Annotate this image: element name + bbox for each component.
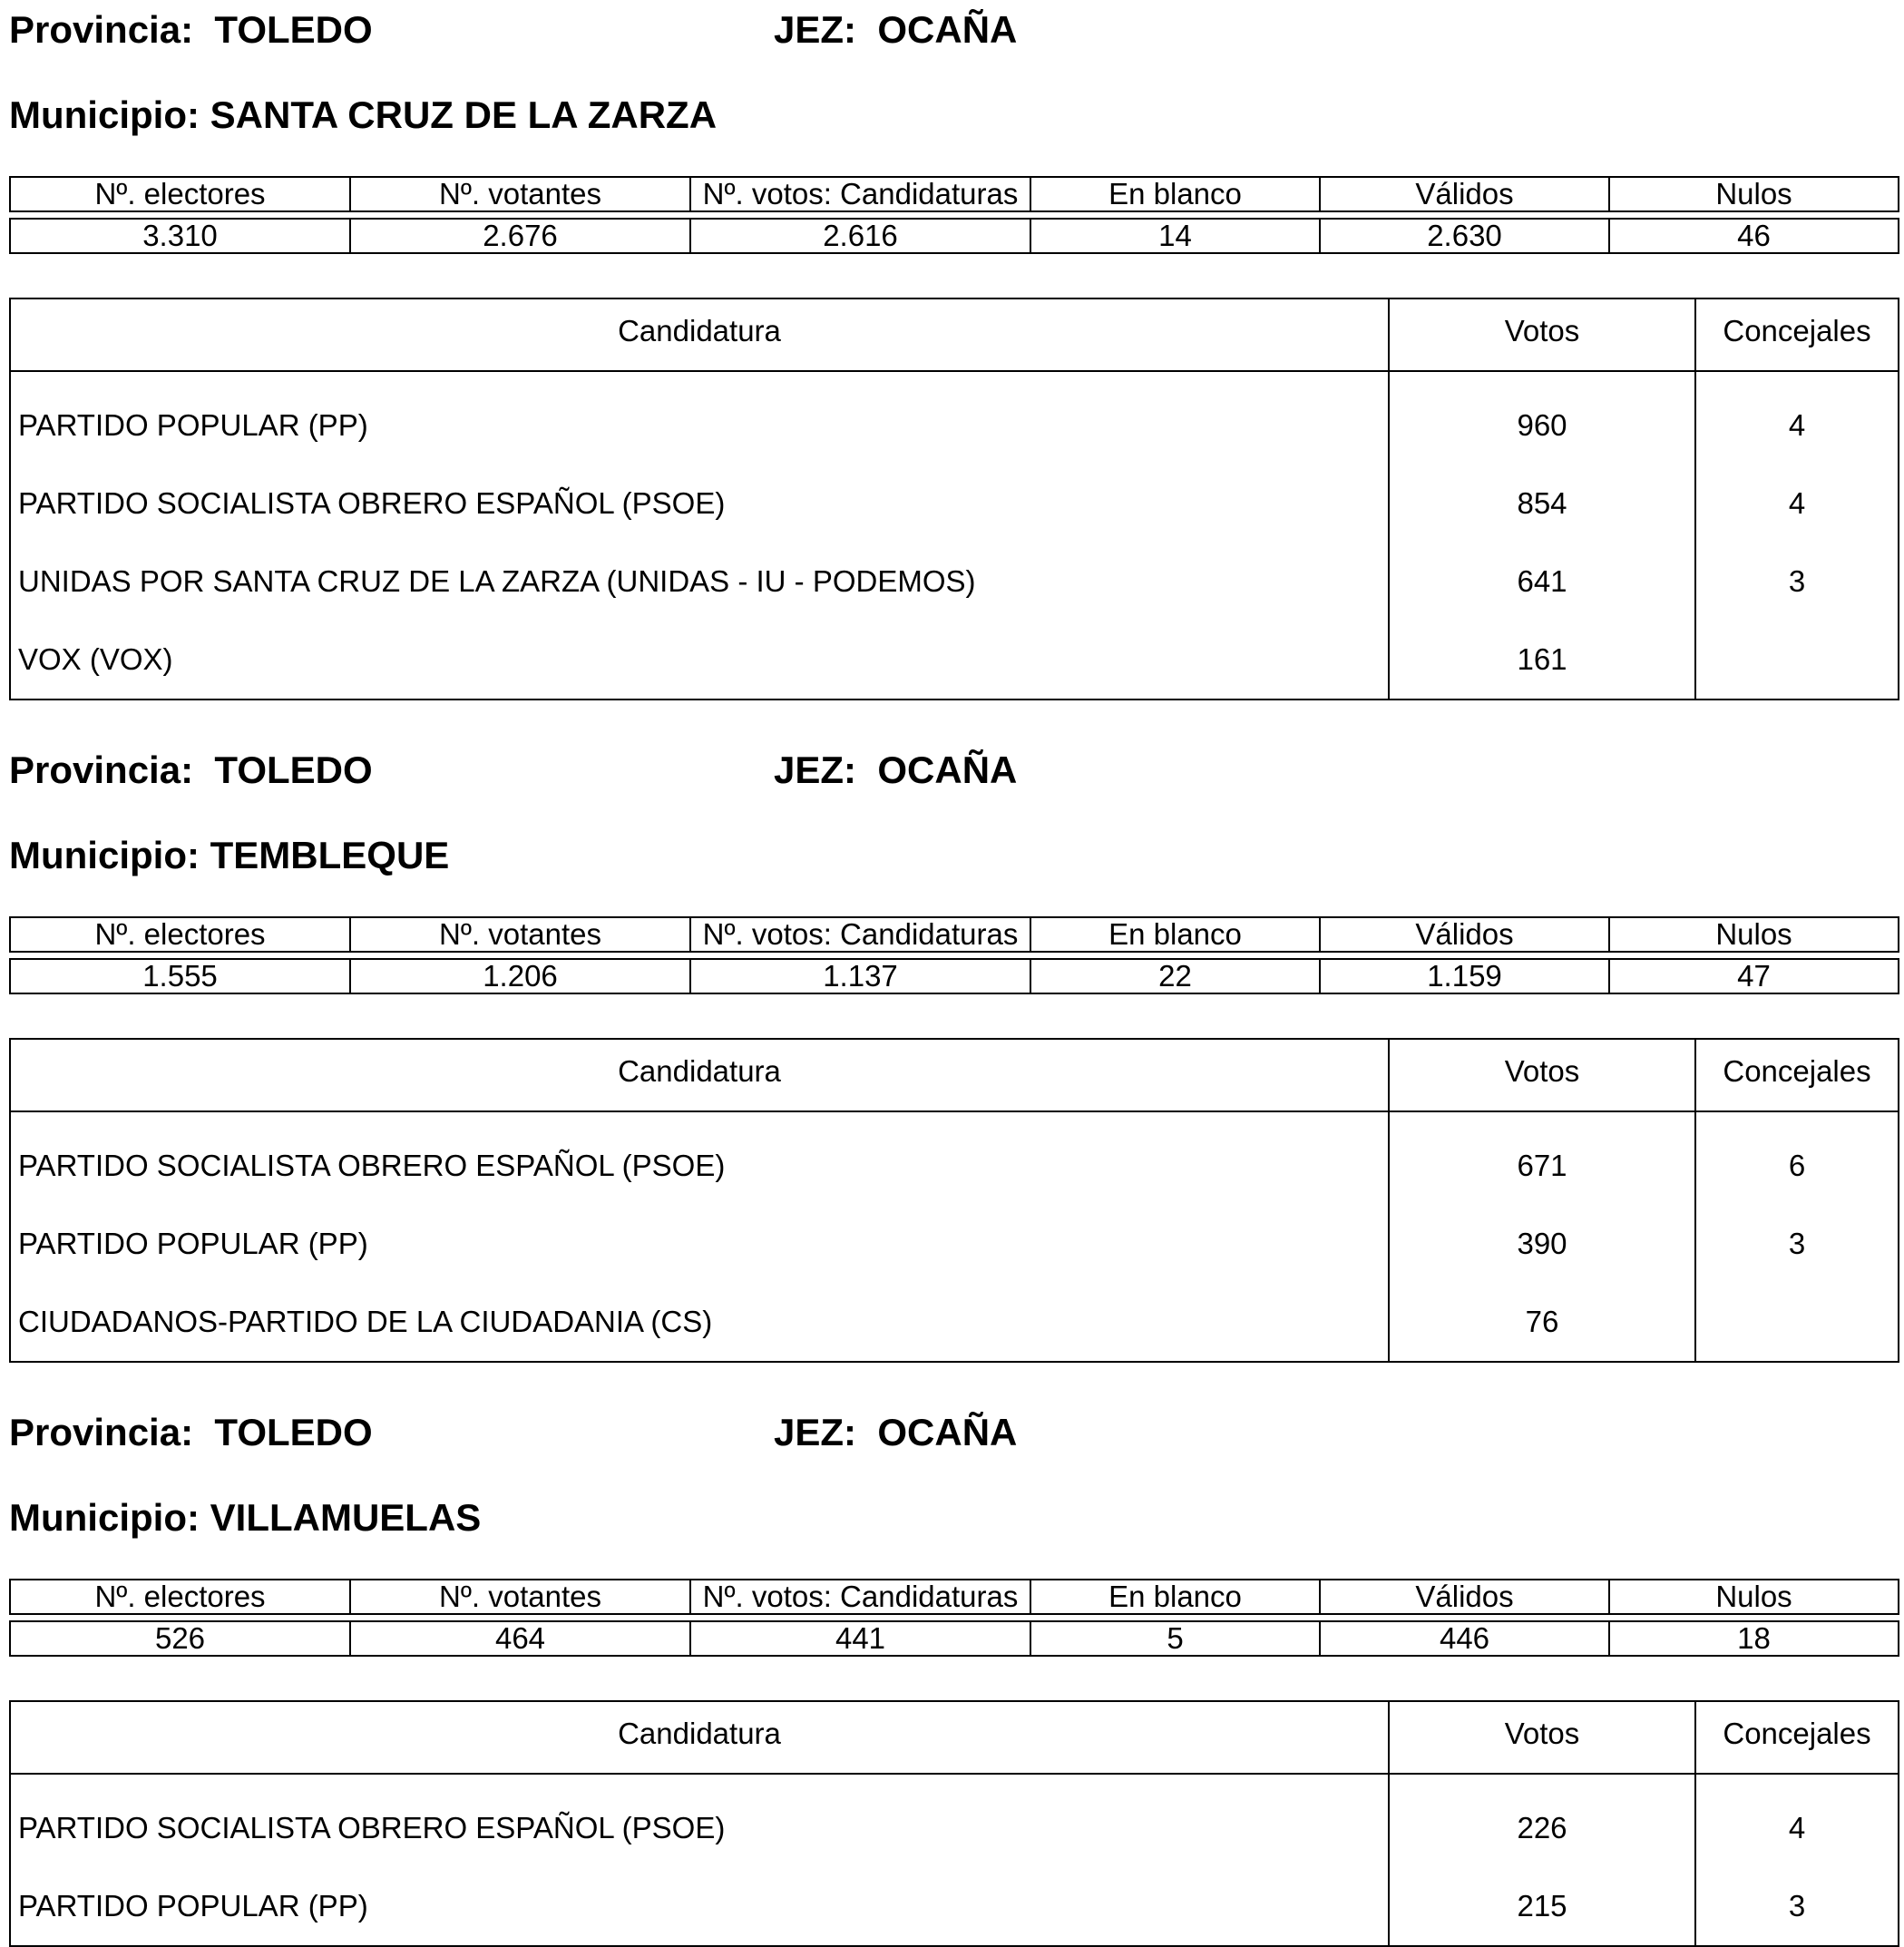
summary-header: Nº. electores bbox=[10, 917, 350, 952]
cand-concejales: 6 bbox=[1788, 1149, 1806, 1182]
summary-value: 1.159 bbox=[1320, 959, 1609, 993]
cand-votos: 641 bbox=[1389, 543, 1695, 621]
cand-name: PARTIDO POPULAR (PP) bbox=[10, 1867, 1389, 1946]
summary-header: Nº. votos: Candidaturas bbox=[690, 917, 1030, 952]
cand-name: PARTIDO SOCIALISTA OBRERO ESPAÑOL (PSOE) bbox=[10, 1111, 1389, 1205]
summary-header: Nulos bbox=[1609, 1580, 1899, 1614]
summary-value: 446 bbox=[1320, 1621, 1609, 1656]
cand-concejales: 3 bbox=[1788, 1227, 1806, 1260]
summary-value: 22 bbox=[1030, 959, 1320, 993]
cand-name: CIUDADANOS-PARTIDO DE LA CIUDADANIA (CS) bbox=[10, 1283, 1389, 1362]
cand-header: Concejales bbox=[1695, 1039, 1899, 1111]
summary-header: Válidos bbox=[1320, 917, 1609, 952]
candidaturas-table bbox=[9, 298, 1899, 700]
summary-header: Nulos bbox=[1609, 917, 1899, 952]
municipio-section bbox=[9, 1403, 1898, 1947]
cand-votos: 854 bbox=[1389, 465, 1695, 543]
cand-concejales: 4 bbox=[1788, 408, 1806, 442]
summary-header: Válidos bbox=[1320, 177, 1609, 211]
cand-header: Candidatura bbox=[10, 1039, 1389, 1111]
table-row bbox=[10, 543, 1899, 621]
summary-table bbox=[9, 1579, 1899, 1657]
summary-table bbox=[9, 916, 1899, 994]
cand-concejales: 4 bbox=[1788, 486, 1806, 520]
provincia-heading: Provincia: TOLEDO bbox=[9, 1411, 373, 1453]
summary-value: 1.137 bbox=[690, 959, 1030, 993]
table-row bbox=[10, 1283, 1899, 1362]
jez-heading: JEZ: OCAÑA bbox=[774, 748, 1018, 791]
table-row bbox=[10, 1774, 1899, 1867]
summary-value: 441 bbox=[690, 1621, 1030, 1656]
summary-header: En blanco bbox=[1030, 917, 1320, 952]
municipio-section bbox=[9, 0, 1898, 700]
municipio-heading: Municipio: VILLAMUELAS bbox=[9, 1496, 482, 1539]
municipio-section bbox=[9, 740, 1898, 1363]
municipio-heading: Municipio: TEMBLEQUE bbox=[9, 834, 450, 876]
summary-value: 3.310 bbox=[10, 219, 350, 253]
candidaturas-table bbox=[9, 1700, 1899, 1947]
provincia-heading: Provincia: TOLEDO bbox=[9, 8, 373, 51]
cand-header: Concejales bbox=[1695, 298, 1899, 371]
header-line bbox=[9, 740, 1898, 800]
cand-votos: 76 bbox=[1389, 1283, 1695, 1362]
summary-value: 46 bbox=[1609, 219, 1899, 253]
summary-header: Nº. electores bbox=[10, 1580, 350, 1614]
cand-header: Votos bbox=[1389, 1039, 1695, 1111]
cand-concejales bbox=[1695, 621, 1899, 700]
summary-value: 47 bbox=[1609, 959, 1899, 993]
cand-votos: 390 bbox=[1389, 1205, 1695, 1283]
cand-concejales: 4 bbox=[1788, 1811, 1806, 1844]
summary-header: Nº. electores bbox=[10, 177, 350, 211]
summary-header: Nº. votantes bbox=[350, 177, 690, 211]
cand-name: PARTIDO SOCIALISTA OBRERO ESPAÑOL (PSOE) bbox=[10, 1774, 1389, 1867]
table-row bbox=[10, 465, 1899, 543]
summary-header: Nº. votos: Candidaturas bbox=[690, 1580, 1030, 1614]
cand-votos: 671 bbox=[1389, 1111, 1695, 1205]
cand-votos: 215 bbox=[1389, 1867, 1695, 1946]
cand-header: Candidatura bbox=[10, 1701, 1389, 1774]
summary-header: Nulos bbox=[1609, 177, 1899, 211]
summary-header: Válidos bbox=[1320, 1580, 1609, 1614]
summary-value: 464 bbox=[350, 1621, 690, 1656]
cand-votos: 161 bbox=[1389, 621, 1695, 700]
summary-value: 14 bbox=[1030, 219, 1320, 253]
summary-value: 2.616 bbox=[690, 219, 1030, 253]
cand-header: Votos bbox=[1389, 298, 1695, 371]
header-line bbox=[9, 1403, 1898, 1463]
summary-value: 2.676 bbox=[350, 219, 690, 253]
summary-value: 2.630 bbox=[1320, 219, 1609, 253]
table-row bbox=[10, 1111, 1899, 1205]
summary-value: 18 bbox=[1609, 1621, 1899, 1656]
cand-name: PARTIDO POPULAR (PP) bbox=[10, 371, 1389, 465]
cand-concejales: 3 bbox=[1788, 1889, 1806, 1923]
cand-name: UNIDAS POR SANTA CRUZ DE LA ZARZA (UNIDAS - IU - PODEMOS) bbox=[10, 543, 1389, 621]
summary-value: 5 bbox=[1030, 1621, 1320, 1656]
cand-header: Concejales bbox=[1695, 1701, 1899, 1774]
cand-header: Votos bbox=[1389, 1701, 1695, 1774]
summary-header: Nº. votantes bbox=[350, 917, 690, 952]
summary-value: 1.555 bbox=[10, 959, 350, 993]
summary-header: En blanco bbox=[1030, 177, 1320, 211]
table-row bbox=[10, 1205, 1899, 1283]
summary-header: Nº. votos: Candidaturas bbox=[690, 177, 1030, 211]
cand-name: PARTIDO POPULAR (PP) bbox=[10, 1205, 1389, 1283]
provincia-heading: Provincia: TOLEDO bbox=[9, 748, 373, 791]
table-row bbox=[10, 621, 1899, 700]
document-page bbox=[9, 0, 1898, 1947]
summary-value: 526 bbox=[10, 1621, 350, 1656]
header-line bbox=[9, 0, 1898, 60]
summary-header: En blanco bbox=[1030, 1580, 1320, 1614]
cand-name: PARTIDO SOCIALISTA OBRERO ESPAÑOL (PSOE) bbox=[10, 465, 1389, 543]
cand-name: VOX (VOX) bbox=[10, 621, 1389, 700]
cand-header: Candidatura bbox=[10, 298, 1389, 371]
cand-concejales bbox=[1695, 1283, 1899, 1362]
table-row bbox=[10, 371, 1899, 465]
summary-header: Nº. votantes bbox=[350, 1580, 690, 1614]
jez-heading: JEZ: OCAÑA bbox=[774, 8, 1018, 51]
candidaturas-table bbox=[9, 1038, 1899, 1363]
cand-concejales: 3 bbox=[1788, 564, 1806, 598]
municipio-heading: Municipio: SANTA CRUZ DE LA ZARZA bbox=[9, 93, 718, 136]
jez-heading: JEZ: OCAÑA bbox=[774, 1411, 1018, 1453]
summary-table bbox=[9, 176, 1899, 254]
summary-value: 1.206 bbox=[350, 959, 690, 993]
cand-votos: 960 bbox=[1389, 371, 1695, 465]
table-row bbox=[10, 1867, 1899, 1946]
cand-votos: 226 bbox=[1389, 1774, 1695, 1867]
